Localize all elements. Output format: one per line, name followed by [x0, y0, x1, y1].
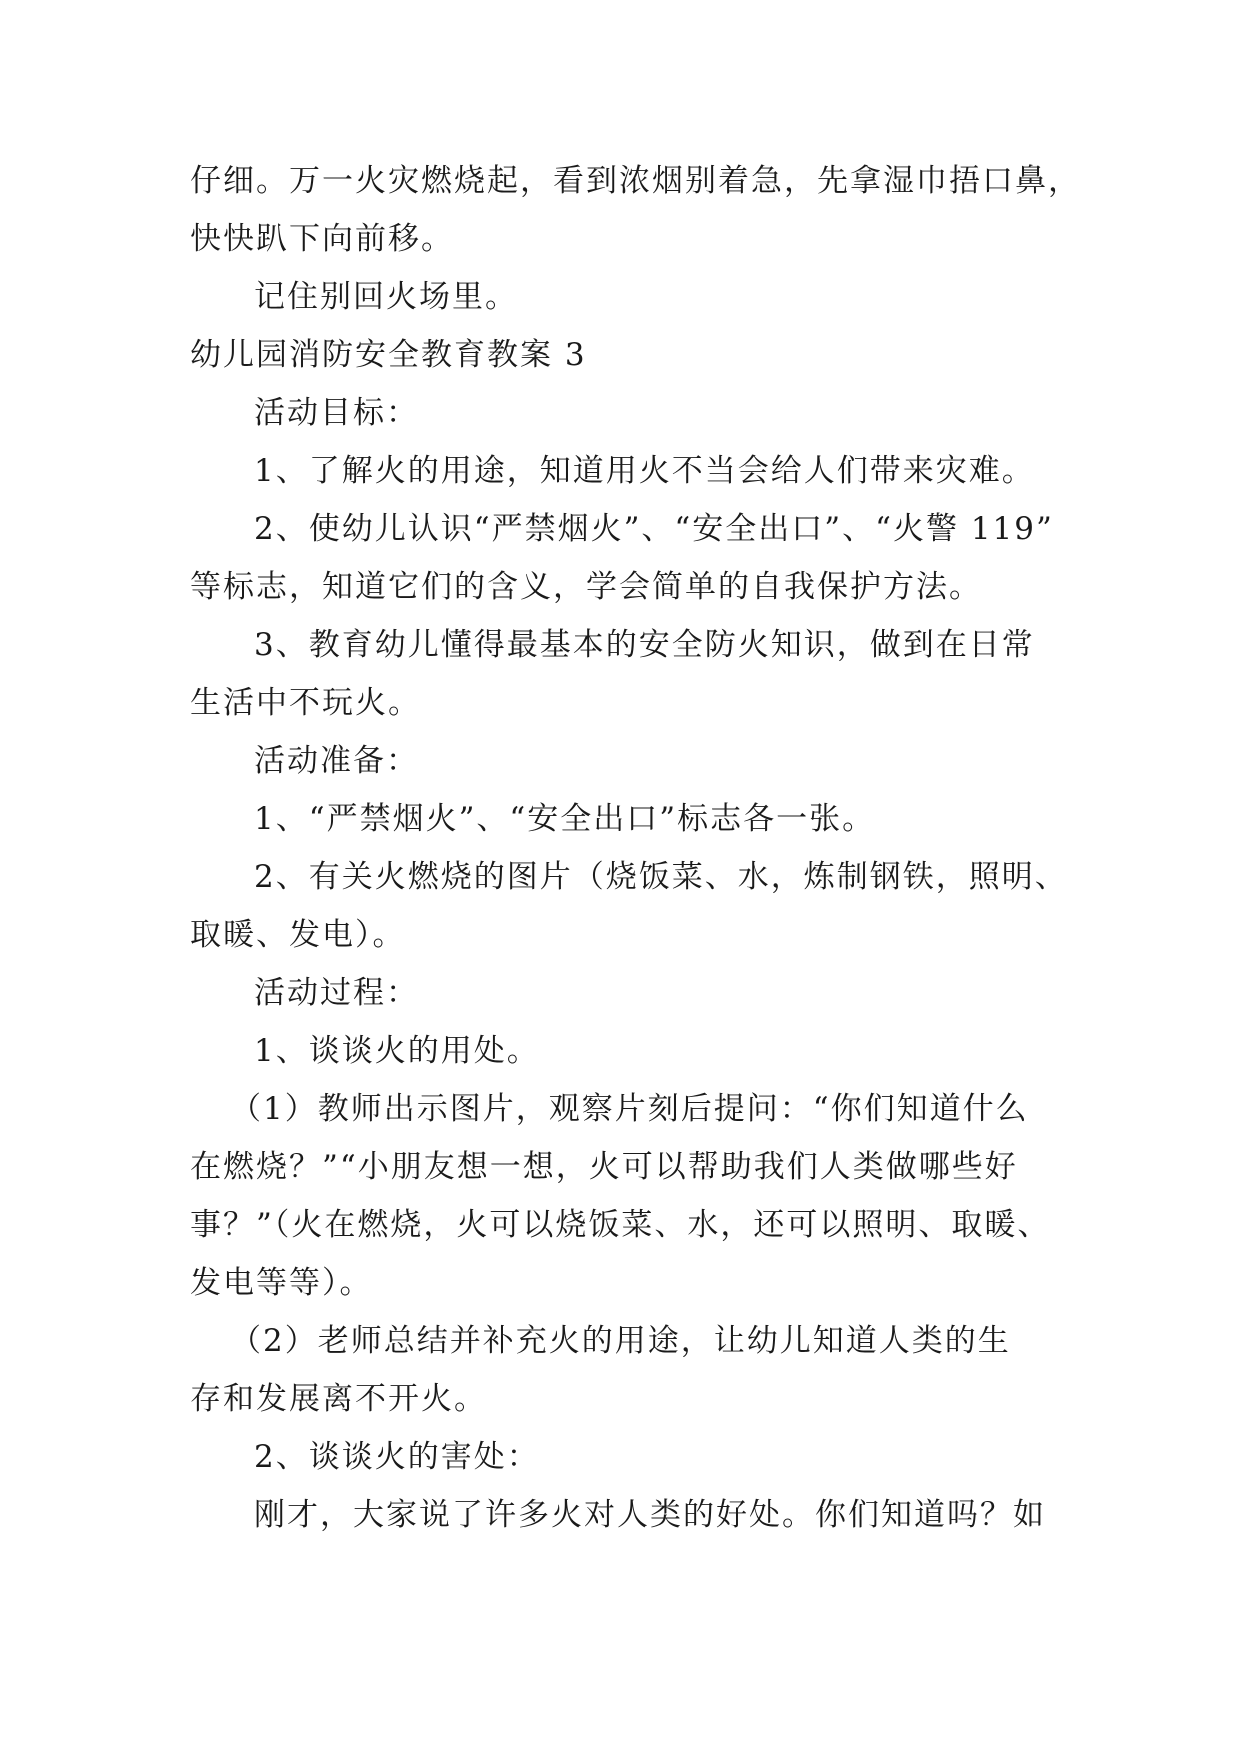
text-line: 2、使幼儿认识“严禁烟火”、“安全出口”、“火警 119” — [254, 511, 1054, 547]
text-line: 发电等等）。 — [190, 1265, 373, 1301]
text-line: 2、有关火燃烧的图片（烧饭菜、水，炼制钢铁，照明、 — [254, 859, 1068, 895]
text-line: 1、谈谈火的用处。 — [254, 1033, 540, 1069]
text-line: 快快趴下向前移。 — [190, 221, 454, 257]
section-heading: 幼儿园消防安全教育教案 3 — [190, 337, 587, 373]
text-line: 2、谈谈火的害处： — [254, 1439, 540, 1475]
text-line: 在燃烧？”“小朋友想一想，火可以帮助我们人类做哪些好 — [190, 1149, 1018, 1185]
text-line: 等标志，知道它们的含义，学会简单的自我保护方法。 — [190, 569, 982, 605]
subheading: 活动准备： — [254, 743, 419, 779]
text-line: 事？”（火在燃烧，火可以烧饭菜、水，还可以照明、取暖、 — [190, 1207, 1051, 1243]
text-line: 3、教育幼儿懂得最基本的安全防火知识，做到在日常 — [254, 627, 1035, 663]
text-line: 存和发展离不开火。 — [190, 1381, 487, 1417]
text-line: 1、了解火的用途，知道用火不当会给人们带来灾难。 — [254, 453, 1035, 489]
text-line: 生活中不玩火。 — [190, 685, 421, 721]
text-line: （1）教师出示图片，观察片刻后提问：“你们知道什么 — [230, 1091, 1029, 1127]
document-body — [190, 152, 1081, 1544]
subheading: 活动过程： — [254, 975, 419, 1011]
text-line: 取暖、发电）。 — [190, 917, 406, 953]
subheading: 活动目标： — [254, 395, 419, 431]
text-line: 记住别回火场里。 — [254, 279, 518, 315]
text-line: （2）老师总结并补充火的用途，让幼儿知道人类的生 — [230, 1323, 1011, 1359]
text-line: 刚才，大家说了许多火对人类的好处。你们知道吗？如 — [254, 1497, 1046, 1533]
text-line: 1、“严禁烟火”、“安全出口”标志各一张。 — [254, 801, 876, 837]
text-line: 仔细。万一火灾燃烧起，看到浓烟别着急，先拿湿巾捂口鼻， — [190, 163, 1081, 199]
